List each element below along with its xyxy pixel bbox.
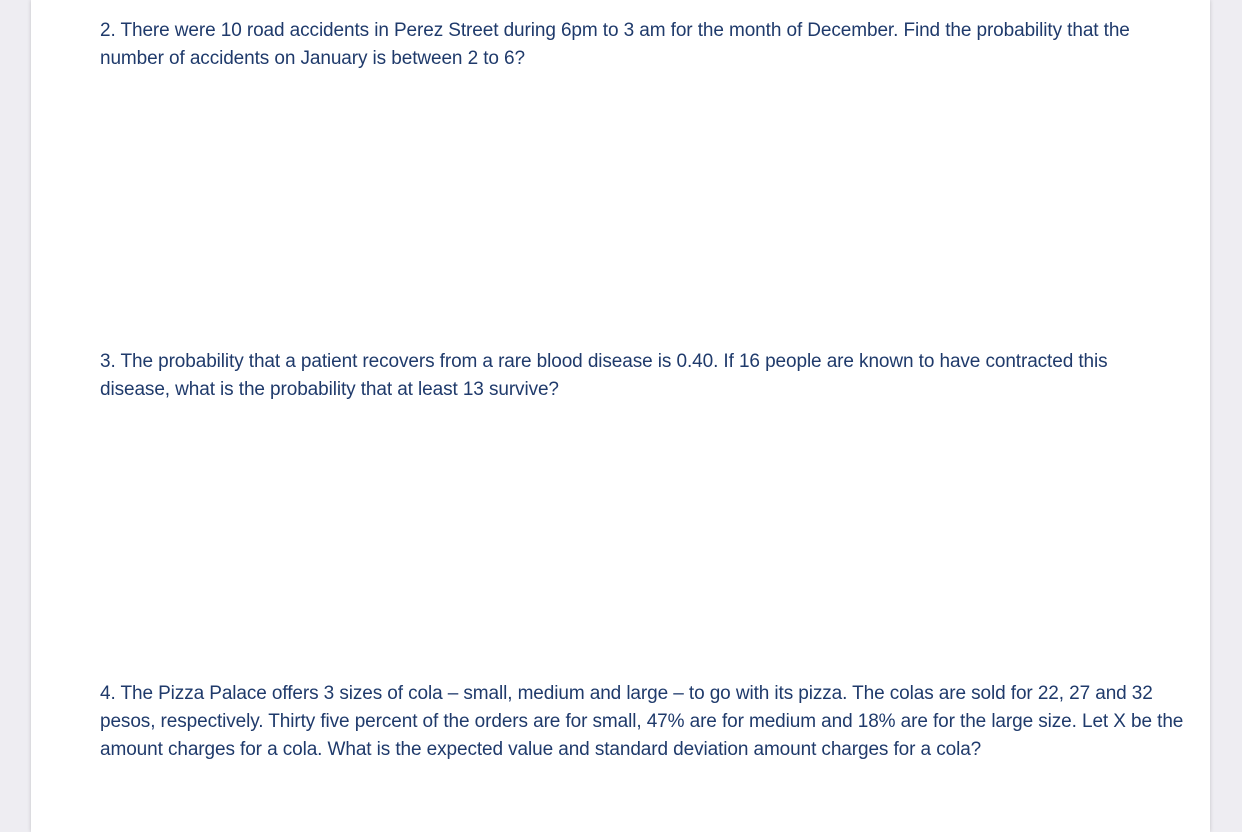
document-page: [31, 0, 1210, 832]
question-4: 4. The Pizza Palace offers 3 sizes of cola – small, medium and large – to go with its pizza. The colas are sold for 22, 27 and 32 pesos, respectively. Thirty five percent of the orders are for small, 47% are for medium and 18% are for the large size. Let X be the amount charges for a cola. What is the expected value and standard deviation amount charges for a cola?: [100, 683, 1184, 760]
question-2: 2. There were 10 road accidents in Perez Street during 6pm to 3 am for the month of December. Find the probability that the number of accidents on January is between 2 to 6?: [100, 20, 1130, 69]
question-3: 3. The probability that a patient recovers from a rare blood disease is 0.40. If 16 people are known to have contracted this disease, what is the probability that at least 13 survive?: [100, 351, 1108, 400]
